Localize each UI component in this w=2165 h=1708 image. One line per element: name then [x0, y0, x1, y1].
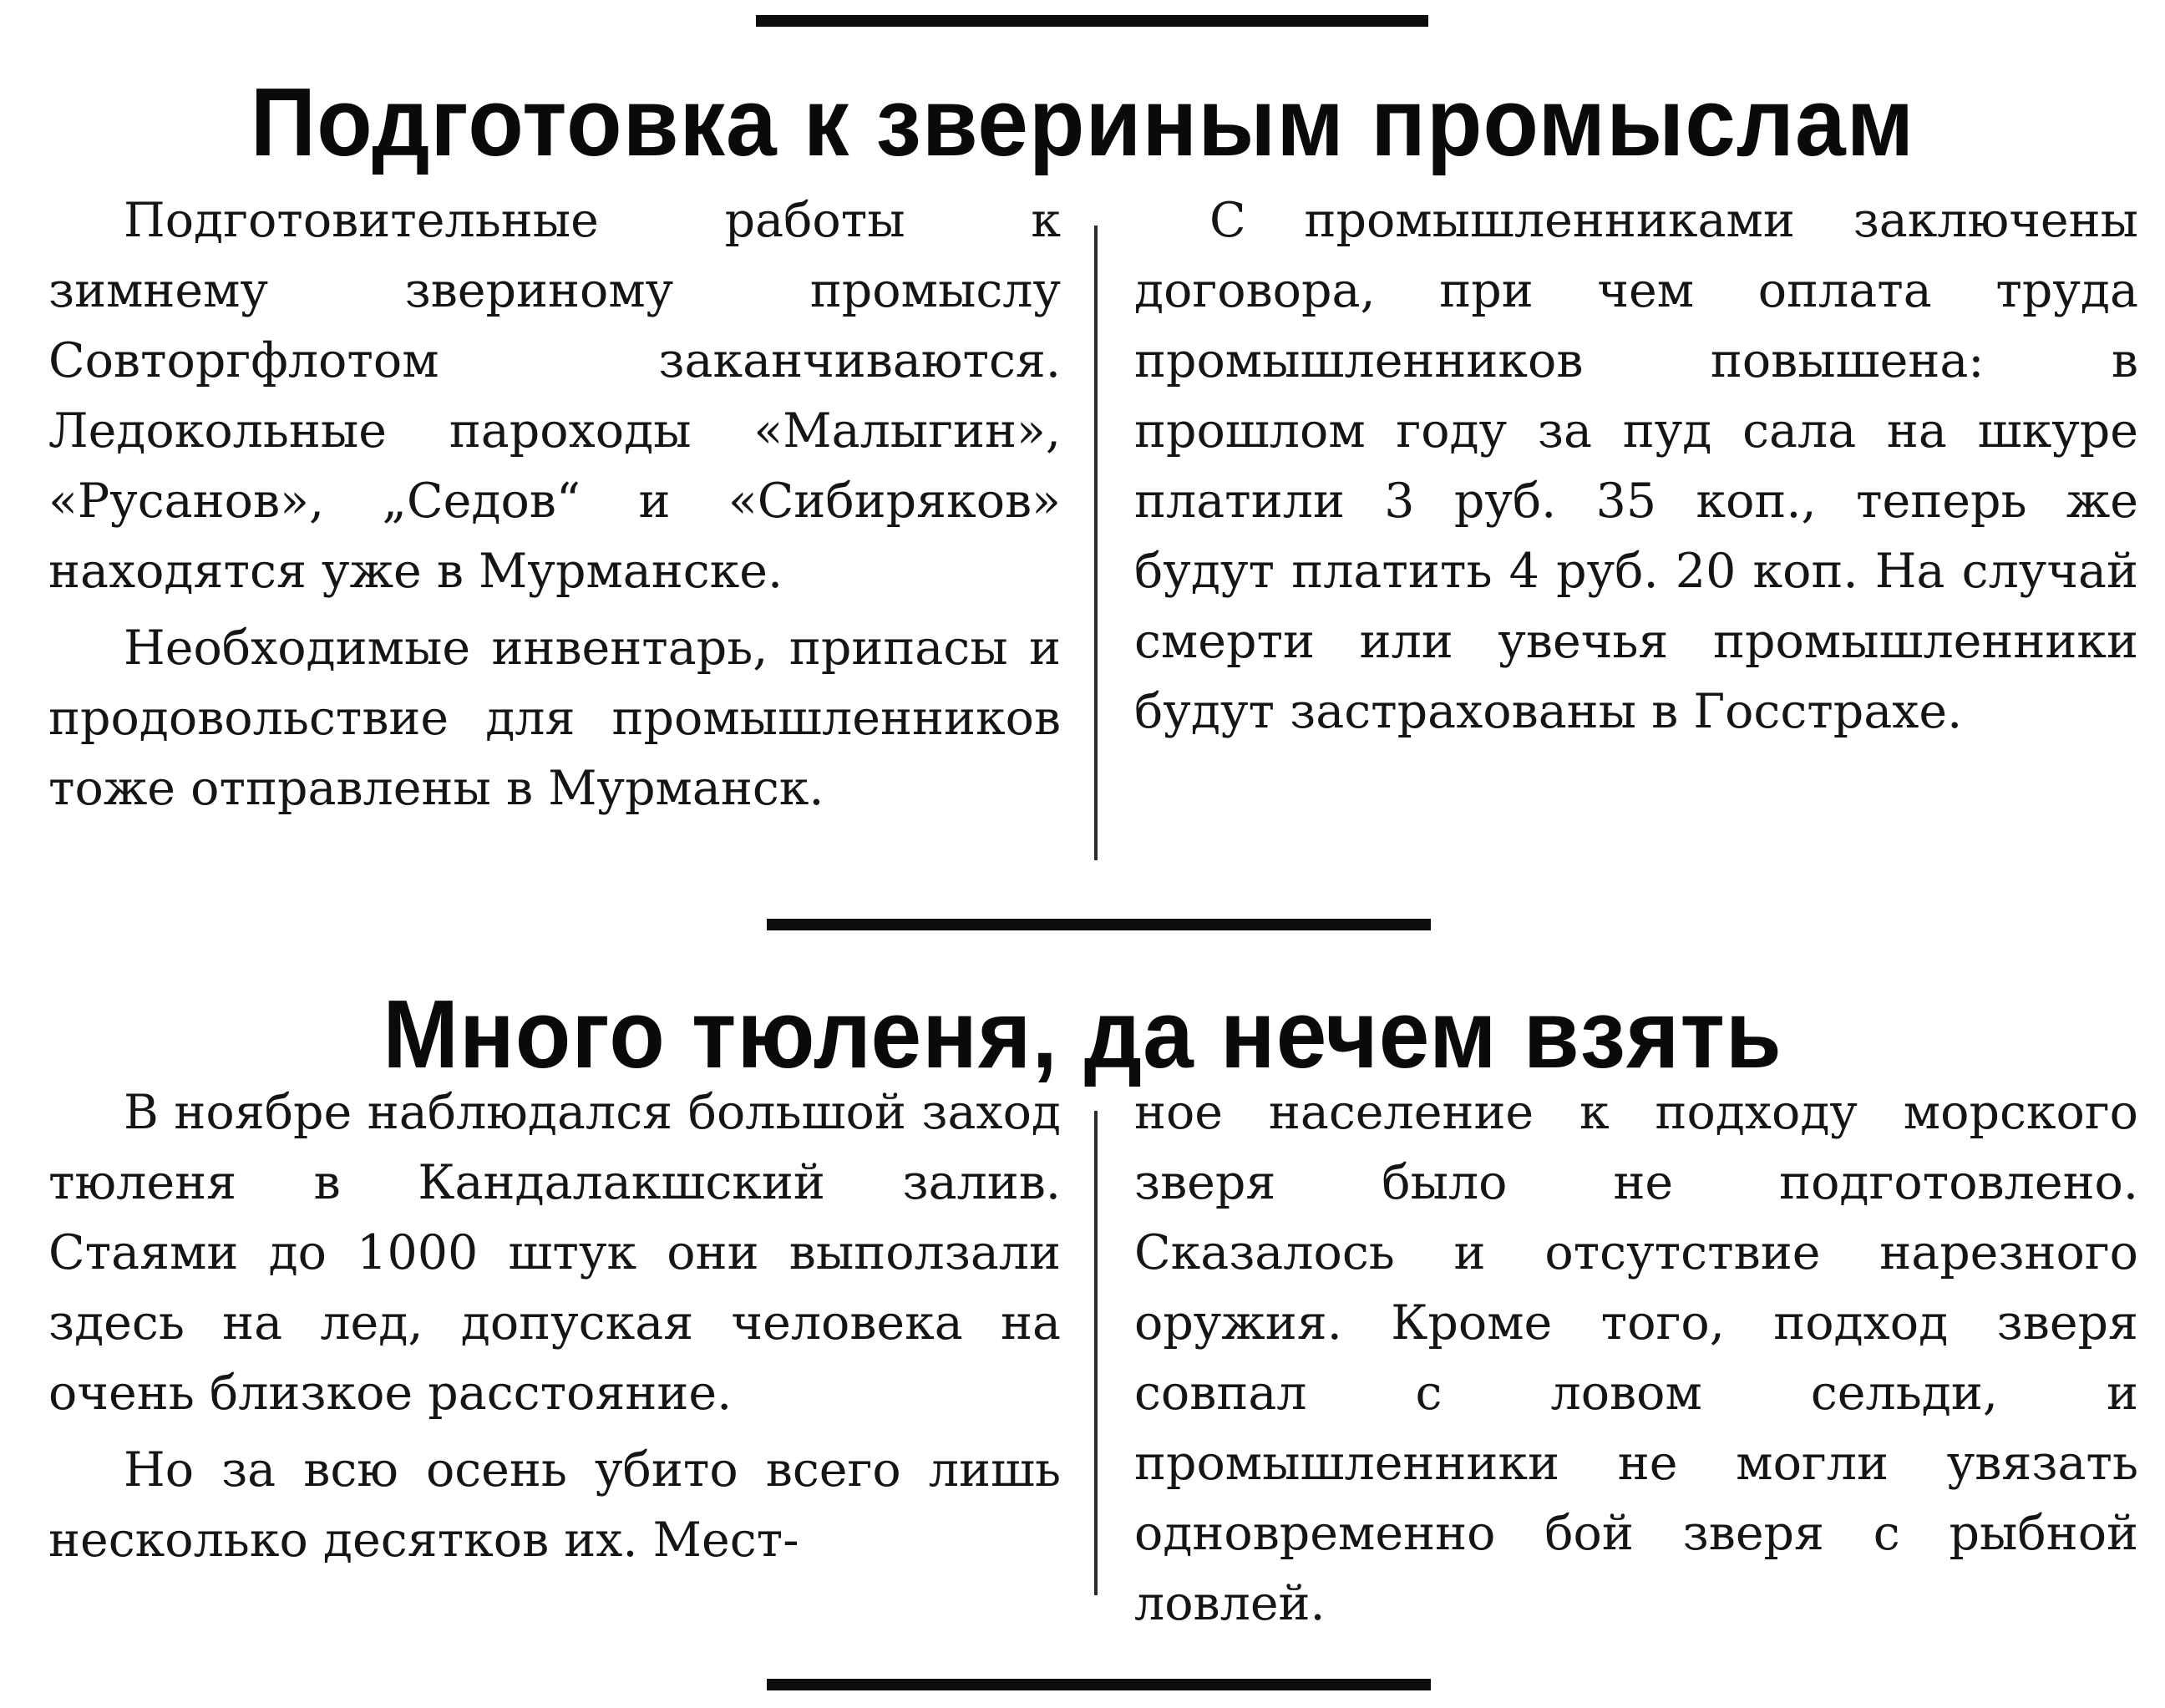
article2-right-column — [1134, 1077, 2138, 1639]
article1-headline: Подготовка к звериным промыслам — [250, 68, 1915, 176]
middle-divider-rule — [767, 919, 1431, 930]
article2-headline: Много тюленя, да нечем взять — [383, 980, 1782, 1088]
top-divider-rule — [756, 15, 1428, 27]
article2-right-paragraph-1: ное население к подходу морского зверя было не подготовлено. Сказалось и отсутствие нарезного оружия. Кроме того, подход зверя совпал с ловом сельди, и промышленники не могли увязать одновременно бой зверя с рыбной ловлей. — [1134, 1085, 2138, 1631]
article2-left-paragraph-2: Но за всю осень убито всего лишь несколько десятков их. Мест- — [48, 1442, 1061, 1568]
bottom-divider-rule — [767, 1679, 1431, 1690]
article1-column-separator — [1094, 226, 1098, 860]
article1-right-paragraph-1: С промышленниками заключены договора, при чем оплата труда промышленников повышена: в прошлом году за пуд сала на шкуре платили 3 руб. 35 коп., теперь же будут платить 4 руб. 20 коп. На случай смерти или увечья промышленники будут застрахованы в Госстрахе. — [1134, 193, 2138, 739]
article2-left-column — [48, 1077, 1061, 1575]
article1-right-column — [1134, 185, 2138, 747]
article1-left-paragraph-1: Подготовительные работы к зимнему звериному промыслу Совторгфлотом заканчиваются. Ледокольные пароходы «Малыгин», «Русанов», „Седов“ и «Сибиряков» находятся уже в Мурманске. — [48, 193, 1061, 599]
article2-column-separator — [1094, 1111, 1098, 1595]
article1-left-column — [48, 185, 1061, 824]
article2-left-paragraph-1: В ноябре наблюдался большой заход тюленя в Кандалакшский залив. Стаями до 1000 штук они выползали здесь на лед, допуская человека на очень близкое расстояние. — [48, 1085, 1061, 1421]
article1-left-paragraph-2: Необходимые инвентарь, припасы и продовольствие для промышленников тоже отправлены в Мурманск. — [48, 621, 1061, 816]
